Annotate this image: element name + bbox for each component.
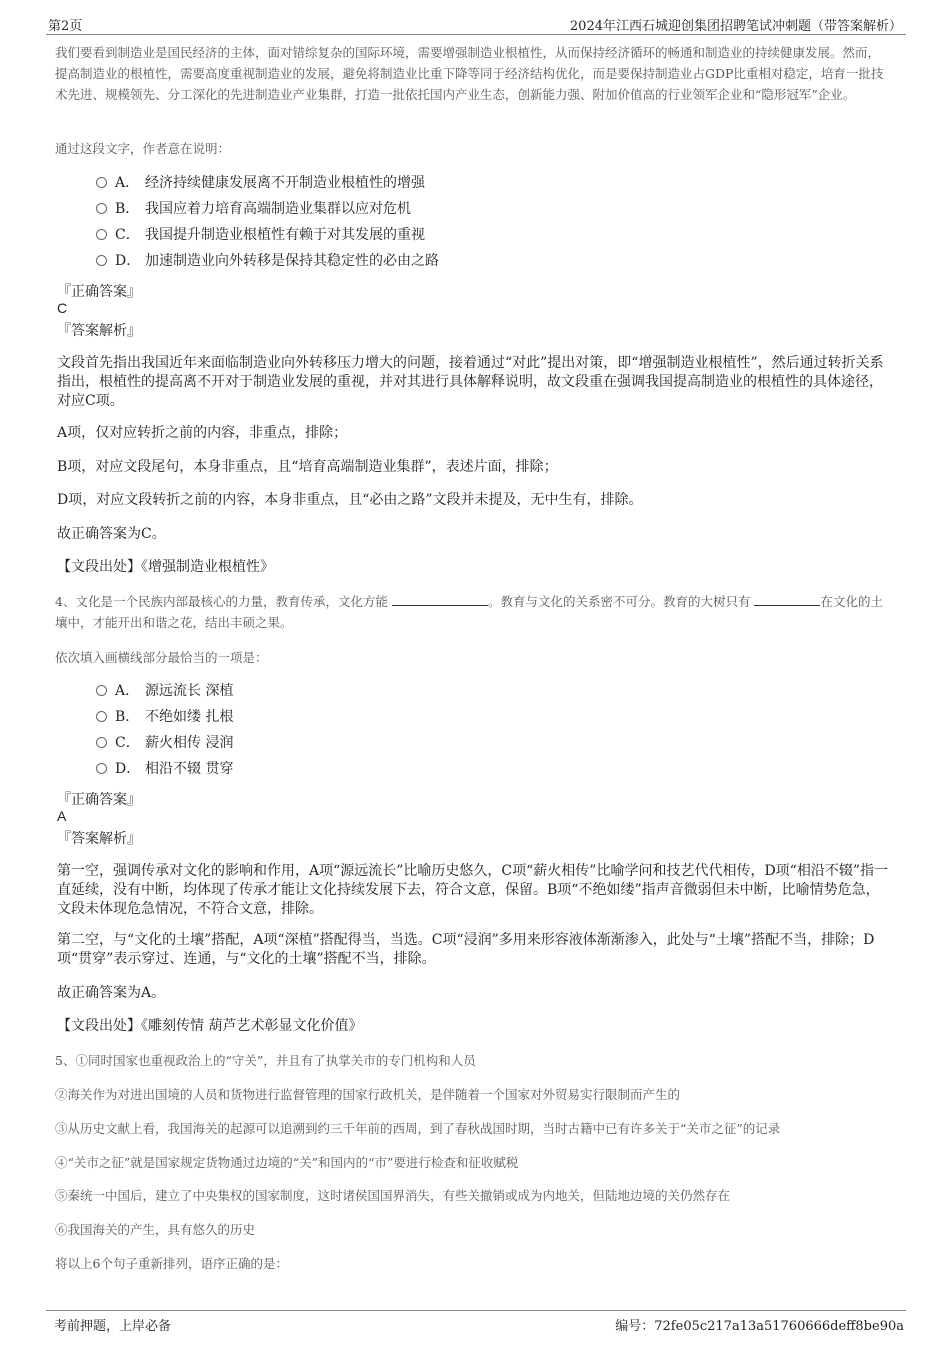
page-footer: [46, 1310, 906, 1334]
document-id: 编号：72fe05c217a13a51760666deff8be90a: [615, 1319, 904, 1334]
q5-item-5: ⑤秦统一中国后，建立了中央集权的国家制度，这时诸侯国国界消失，有些关撤销或成为内地关，但陆地边境的关仍然存在: [55, 1188, 731, 1203]
q4-option-a[interactable]: A． 源远流长 深植: [96, 681, 233, 701]
q4-passage: 4、文化是一个民族内部最核心的力量，教育传承，文化方能 。教育与文化的关系密不可分。教育的大树只有 在文化的土壤中，才能开出和谐之花，结出丰硕之果。: [55, 594, 883, 630]
q3-option-c[interactable]: C． 我国提升制造业根植性有赖于对其发展的重视: [96, 225, 425, 245]
q5-item-1: 5、①同时国家也重视政治上的“守关”，并且有了执掌关市的专门机构和人员: [55, 1053, 476, 1068]
q4-option-b[interactable]: B． 不绝如缕 扎根: [96, 707, 233, 727]
footer-slogan: 考前押题，上岸必备: [54, 1319, 172, 1334]
q5-item-2: ②海关作为对进出国境的人员和货物进行监督管理的国家行政机关，是伴随着一个国家对外贸易实行限制而产生的: [55, 1087, 681, 1102]
q3-passage: 我们要看到制造业是国民经济的主体，面对错综复杂的国际环境，需要增强制造业根植性，从而保持经济循环的畅通和制造业的持续健康发展。然而，提高制造业的根植性，需要高度重视制造业的发展，避免将制造业比重下降等同于经济结构优化，而是要保持制造业占GDP比重相对稳定，培育一批技术先进、规模领先、分工深化的先进制造业产业集群，打造一批依托国内产业生态，创新能力强、附加价值高的行业领军企业和“隐形冠军”企业。: [55, 45, 884, 102]
radio-icon[interactable]: [96, 763, 107, 774]
radio-icon[interactable]: [96, 255, 107, 266]
q5-stem: 将以上6个句子重新排列，语序正确的是：: [55, 1256, 288, 1271]
q4-option-d[interactable]: D． 相沿不辍 贯穿: [96, 759, 233, 779]
page-number: 第2页: [48, 19, 83, 34]
q4-option-c[interactable]: C． 薪火相传 浸润: [96, 733, 233, 753]
radio-icon[interactable]: [96, 229, 107, 240]
radio-icon[interactable]: [96, 711, 107, 722]
radio-icon[interactable]: [96, 737, 107, 748]
q4-analysis-2: 第二空，与“文化的土壤”搭配，A项“深植”搭配得当，当选。C项“浸润”多用来形容液体渐渐渗入，此处与“土壤”搭配不当，排除；D项“贯穿”表示穿过、连通，与“文化的土壤”搭配不当，排除。: [57, 932, 875, 967]
blank-1: [392, 593, 488, 606]
q5-item-6: ⑥我国海关的产生，具有悠久的历史: [55, 1222, 256, 1237]
radio-icon[interactable]: [96, 177, 107, 188]
blank-2: [754, 593, 820, 606]
q3-answer: C: [57, 300, 68, 316]
q5-item-4: ④“关市之征”就是国家规定货物通过边境的“关”和国内的“市”要进行检查和征收赋税: [55, 1155, 519, 1170]
q3-answer-label: 『正确答案』: [57, 284, 141, 300]
q3-analysis-2: A项，仅对应转折之前的内容，非重点，排除；: [57, 425, 348, 441]
q4-source: 【文段出处】《雕刻传情 葫芦艺术彰显文化价值》: [57, 1018, 363, 1034]
q3-analysis-4: D项，对应文段转折之前的内容，本身非重点，且“必由之路”文段并未提及，无中生有，排除。: [57, 492, 643, 508]
q4-stem: 依次填入画横线部分最恰当的一项是：: [55, 650, 268, 665]
radio-icon[interactable]: [96, 685, 107, 696]
q3-stem: 通过这段文字，作者意在说明：: [55, 141, 231, 156]
q3-option-a[interactable]: A． 经济持续健康发展离不开制造业根植性的增强: [96, 173, 425, 193]
q3-analysis-1: 文段首先指出我国近年来面临制造业向外转移压力增大的问题，接着通过“对此”提出对策，即“增强制造业根植性”，然后通过转折关系指出，根植性的提高离不开对于制造业发展的重视，并对其进行具体解释说明，故文段重在强调我国提高制造业的根植性的具体途径，对应C项。: [57, 355, 884, 409]
q4-analysis-label: 『答案解析』: [57, 831, 141, 847]
q4-analysis-1: 第一空，强调传承对文化的影响和作用，A项“源远流长”比喻历史悠久，C项“薪火相传”比喻学问和技艺代代相传，D项“相沿不辍”指一直延续，没有中断，均体现了传承才能让文化持续发展下去，符合文意，保留。B项“不绝如缕”指声音微弱但未中断，比喻情势危急，文段未体现危急情况，不符合文意，排除。: [57, 863, 888, 917]
page-header: [46, 12, 906, 35]
q5-item-3: ③从历史文献上看，我国海关的起源可以追溯到约三千年前的西周，到了春秋战国时期，当时古籍中已有许多关于“关市之征”的记录: [55, 1121, 781, 1136]
q3-analysis-5: 故正确答案为C。: [57, 526, 166, 542]
q4-answer: A: [57, 808, 67, 824]
document-title: 2024年江西石城迎创集团招聘笔试冲刺题（带答案解析）: [569, 19, 902, 34]
q4-answer-label: 『正确答案』: [57, 792, 141, 808]
radio-icon[interactable]: [96, 203, 107, 214]
q3-analysis-label: 『答案解析』: [57, 323, 141, 339]
q3-option-b[interactable]: B． 我国应着力培育高端制造业集群以应对危机: [96, 199, 411, 219]
q4-analysis-3: 故正确答案为A。: [57, 985, 166, 1001]
q3-analysis-3: B项，对应文段尾句，本身非重点，且“培育高端制造业集群”，表述片面，排除；: [57, 459, 558, 475]
q3-option-d[interactable]: D． 加速制造业向外转移是保持其稳定性的必由之路: [96, 251, 439, 271]
q3-source: 【文段出处】《增强制造业根植性》: [57, 559, 274, 575]
